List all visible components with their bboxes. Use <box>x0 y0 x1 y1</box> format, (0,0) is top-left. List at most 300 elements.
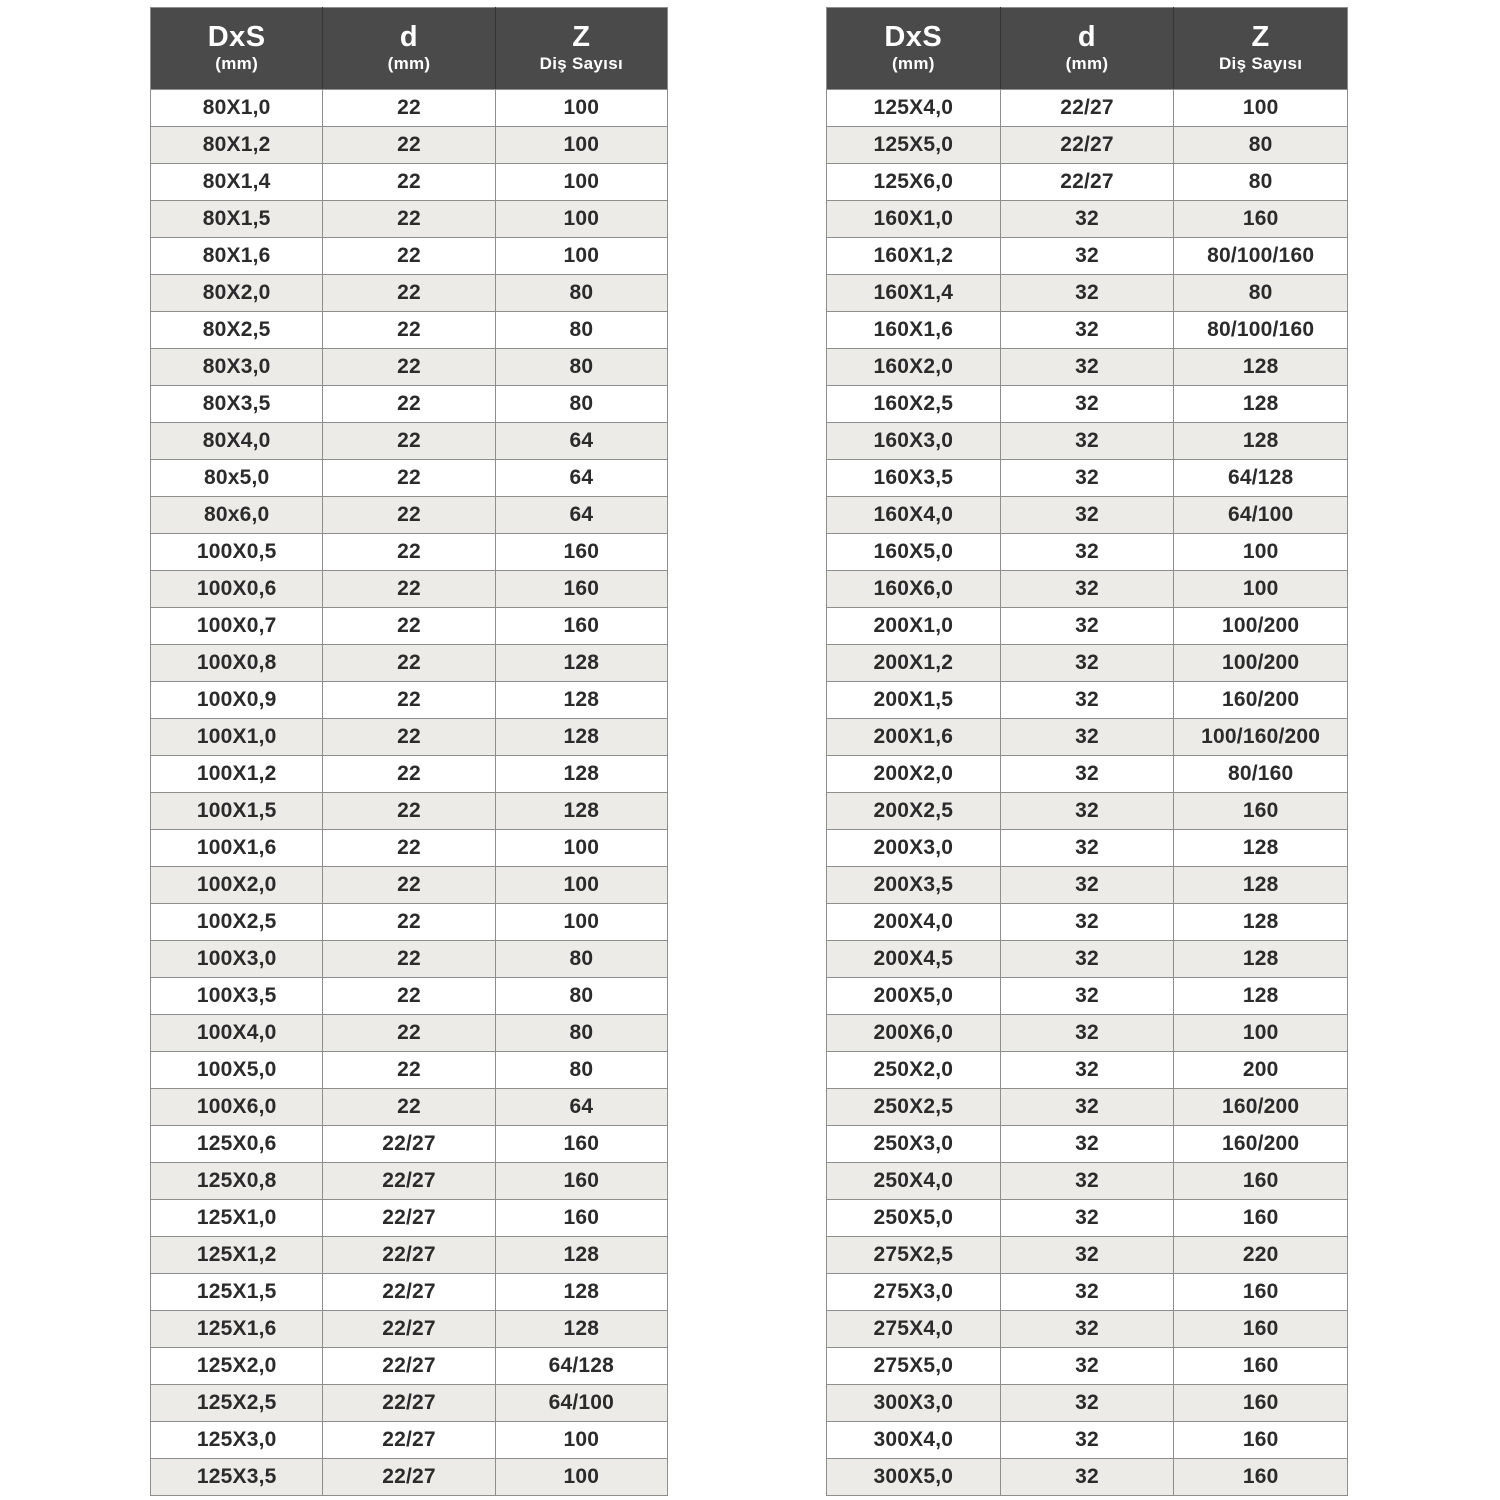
table-cell: 32 <box>1000 349 1174 386</box>
table-cell: 160 <box>1174 1422 1348 1459</box>
table-cell: 80/100/160 <box>1174 238 1348 275</box>
table-cell: 100X0,9 <box>151 682 323 719</box>
column-header-d <box>1000 8 1174 90</box>
table-cell: 275X4,0 <box>827 1311 1001 1348</box>
table-row <box>151 497 668 534</box>
table-row <box>827 497 1348 534</box>
table-row <box>827 978 1348 1015</box>
table-cell: 22 <box>323 1015 495 1052</box>
table-cell: 160X1,0 <box>827 201 1001 238</box>
table-cell: 160X4,0 <box>827 497 1001 534</box>
table-cell: 160 <box>495 534 667 571</box>
table-cell: 22 <box>323 312 495 349</box>
table-cell: 32 <box>1000 1089 1174 1126</box>
table-cell: 32 <box>1000 719 1174 756</box>
table-row <box>827 238 1348 275</box>
table-cell: 22 <box>323 1052 495 1089</box>
table-row <box>827 719 1348 756</box>
table-cell: 125X5,0 <box>827 127 1001 164</box>
column-header-subtitle: Diş Sayısı <box>1218 54 1303 74</box>
table-cell: 22/27 <box>323 1126 495 1163</box>
table-cell: 250X5,0 <box>827 1200 1001 1237</box>
table-cell: 100 <box>495 1459 667 1496</box>
table-cell: 128 <box>495 719 667 756</box>
table-row <box>827 275 1348 312</box>
table-cell: 160/200 <box>1174 682 1348 719</box>
table-cell: 160 <box>495 608 667 645</box>
table-cell: 80 <box>495 312 667 349</box>
table-row <box>151 349 668 386</box>
table-cell: 220 <box>1174 1237 1348 1274</box>
table-cell: 125X3,0 <box>151 1422 323 1459</box>
table-cell: 100X1,5 <box>151 793 323 830</box>
table-cell: 22 <box>323 90 495 127</box>
saw-blade-spec-table-left <box>150 7 668 1496</box>
table-cell: 160 <box>1174 1163 1348 1200</box>
table-cell: 128 <box>1174 978 1348 1015</box>
table-cell: 22/27 <box>323 1237 495 1274</box>
table-cell: 32 <box>1000 1459 1174 1496</box>
table-cell: 80X1,5 <box>151 201 323 238</box>
table-cell: 275X3,0 <box>827 1274 1001 1311</box>
table-cell: 125X1,6 <box>151 1311 323 1348</box>
table-cell: 80 <box>495 349 667 386</box>
table-cell: 80 <box>495 1052 667 1089</box>
table-cell: 100 <box>495 238 667 275</box>
table-cell: 64/128 <box>1174 460 1348 497</box>
table-cell: 22 <box>323 164 495 201</box>
column-header-d <box>323 8 495 90</box>
table-row <box>151 1311 668 1348</box>
table-row <box>827 1422 1348 1459</box>
table-cell: 125X2,5 <box>151 1385 323 1422</box>
table-cell: 32 <box>1000 1422 1174 1459</box>
table-cell: 160X2,5 <box>827 386 1001 423</box>
table-cell: 300X3,0 <box>827 1385 1001 1422</box>
table-cell: 22 <box>323 238 495 275</box>
table-cell: 64/100 <box>1174 497 1348 534</box>
table-cell: 22/27 <box>323 1200 495 1237</box>
table-cell: 100 <box>1174 534 1348 571</box>
table-body <box>827 90 1348 1496</box>
table-cell: 160X1,2 <box>827 238 1001 275</box>
column-header-dxs <box>151 8 323 90</box>
table-cell: 100X2,5 <box>151 904 323 941</box>
table-cell: 200X6,0 <box>827 1015 1001 1052</box>
table-cell: 125X0,8 <box>151 1163 323 1200</box>
table-cell: 80X1,4 <box>151 164 323 201</box>
table-cell: 250X4,0 <box>827 1163 1001 1200</box>
column-header-title: d <box>1077 21 1097 54</box>
table-cell: 100/200 <box>1174 608 1348 645</box>
table-row <box>827 1311 1348 1348</box>
table-row <box>151 201 668 238</box>
table-cell: 32 <box>1000 497 1174 534</box>
table-row <box>151 275 668 312</box>
table-row <box>827 1089 1348 1126</box>
table-cell: 32 <box>1000 534 1174 571</box>
table-cell: 160/200 <box>1174 1126 1348 1163</box>
table-cell: 64/100 <box>495 1385 667 1422</box>
table-row <box>151 460 668 497</box>
header-row <box>827 8 1348 90</box>
table-cell: 200X5,0 <box>827 978 1001 1015</box>
table-cell: 128 <box>1174 904 1348 941</box>
table-cell: 32 <box>1000 608 1174 645</box>
table-row <box>827 534 1348 571</box>
table-row <box>827 1459 1348 1496</box>
table-cell: 200X2,0 <box>827 756 1001 793</box>
table-row <box>827 571 1348 608</box>
table-cell: 80X2,5 <box>151 312 323 349</box>
table-row <box>151 1348 668 1385</box>
table-row <box>827 867 1348 904</box>
table-cell: 250X2,0 <box>827 1052 1001 1089</box>
table-row <box>151 571 668 608</box>
column-header-title: DxS <box>207 21 266 54</box>
table-cell: 80 <box>495 941 667 978</box>
table-cell: 160 <box>1174 1200 1348 1237</box>
table-cell: 160 <box>495 1163 667 1200</box>
column-header-title: Z <box>572 21 591 54</box>
table-cell: 100X1,6 <box>151 830 323 867</box>
table-row <box>827 423 1348 460</box>
table-cell: 32 <box>1000 682 1174 719</box>
table-cell: 128 <box>1174 830 1348 867</box>
table-row <box>827 682 1348 719</box>
table-cell: 100X0,5 <box>151 534 323 571</box>
table-row <box>827 1348 1348 1385</box>
table-cell: 80X3,5 <box>151 386 323 423</box>
table-cell: 125X6,0 <box>827 164 1001 201</box>
table-cell: 32 <box>1000 1311 1174 1348</box>
table-cell: 80 <box>495 386 667 423</box>
table-cell: 275X5,0 <box>827 1348 1001 1385</box>
table-cell: 200X4,0 <box>827 904 1001 941</box>
table-cell: 32 <box>1000 904 1174 941</box>
column-header-z <box>495 8 667 90</box>
table-row <box>827 645 1348 682</box>
table-row <box>827 1052 1348 1089</box>
table-cell: 32 <box>1000 460 1174 497</box>
table-cell: 32 <box>1000 1163 1174 1200</box>
table-row <box>151 1089 668 1126</box>
table-cell: 80x6,0 <box>151 497 323 534</box>
table-cell: 128 <box>495 1237 667 1274</box>
table-row <box>827 830 1348 867</box>
table-cell: 100X2,0 <box>151 867 323 904</box>
table-row <box>151 1126 668 1163</box>
table-cell: 22 <box>323 127 495 164</box>
table-cell: 100X3,5 <box>151 978 323 1015</box>
table-cell: 128 <box>495 1311 667 1348</box>
table-cell: 100 <box>1174 1015 1348 1052</box>
table-row <box>151 1422 668 1459</box>
table-cell: 22 <box>323 978 495 1015</box>
table-row <box>151 682 668 719</box>
table-cell: 160/200 <box>1174 1089 1348 1126</box>
table-body <box>151 90 668 1496</box>
table-cell: 32 <box>1000 386 1174 423</box>
table-row <box>151 127 668 164</box>
table-row <box>151 978 668 1015</box>
table-cell: 125X1,2 <box>151 1237 323 1274</box>
table-cell: 125X4,0 <box>827 90 1001 127</box>
table-row <box>151 1237 668 1274</box>
table-cell: 100X0,6 <box>151 571 323 608</box>
table-cell: 100 <box>495 867 667 904</box>
table-cell: 200X4,5 <box>827 941 1001 978</box>
table-row <box>827 1385 1348 1422</box>
table-cell: 32 <box>1000 941 1174 978</box>
table-cell: 100X0,7 <box>151 608 323 645</box>
table-cell: 64 <box>495 460 667 497</box>
column-header-subtitle: (mm) <box>215 54 259 74</box>
table-cell: 32 <box>1000 1015 1174 1052</box>
table-cell: 100X1,0 <box>151 719 323 756</box>
table-row <box>151 1015 668 1052</box>
table-row <box>827 201 1348 238</box>
table-row <box>151 164 668 201</box>
table-cell: 22 <box>323 941 495 978</box>
table-row <box>151 793 668 830</box>
table-cell: 80 <box>495 275 667 312</box>
table-cell: 160 <box>1174 1385 1348 1422</box>
header-row <box>151 8 668 90</box>
table-cell: 160 <box>495 1200 667 1237</box>
table-cell: 100 <box>495 830 667 867</box>
column-header-title: d <box>399 21 419 54</box>
table-cell: 22/27 <box>323 1385 495 1422</box>
table-cell: 200X1,0 <box>827 608 1001 645</box>
table-row <box>827 460 1348 497</box>
table-cell: 22/27 <box>323 1422 495 1459</box>
table-row <box>827 793 1348 830</box>
table-cell: 32 <box>1000 275 1174 312</box>
table-cell: 125X3,5 <box>151 1459 323 1496</box>
table-cell: 32 <box>1000 1052 1174 1089</box>
table-cell: 200X1,5 <box>827 682 1001 719</box>
table-cell: 128 <box>495 682 667 719</box>
table-cell: 125X2,0 <box>151 1348 323 1385</box>
table-cell: 64 <box>495 423 667 460</box>
table-cell: 100X5,0 <box>151 1052 323 1089</box>
table-row <box>151 830 668 867</box>
table-cell: 32 <box>1000 645 1174 682</box>
table-row <box>827 608 1348 645</box>
column-header-z <box>1174 8 1348 90</box>
table-cell: 32 <box>1000 793 1174 830</box>
table-cell: 22/27 <box>323 1274 495 1311</box>
column-header-subtitle: (mm) <box>1065 54 1109 74</box>
table-cell: 80 <box>1174 275 1348 312</box>
table-row <box>151 867 668 904</box>
table-cell: 80 <box>1174 164 1348 201</box>
table-cell: 32 <box>1000 1274 1174 1311</box>
table-cell: 32 <box>1000 867 1174 904</box>
table-cell: 160X5,0 <box>827 534 1001 571</box>
table-cell: 200X1,6 <box>827 719 1001 756</box>
table-cell: 22 <box>323 682 495 719</box>
table-row <box>827 127 1348 164</box>
table-cell: 80X4,0 <box>151 423 323 460</box>
table-cell: 128 <box>1174 867 1348 904</box>
table-cell: 32 <box>1000 978 1174 1015</box>
table-cell: 160 <box>495 1126 667 1163</box>
table-row <box>827 90 1348 127</box>
table-cell: 160X6,0 <box>827 571 1001 608</box>
table-cell: 80X3,0 <box>151 349 323 386</box>
table-row <box>827 1200 1348 1237</box>
table-row <box>151 423 668 460</box>
column-header-title: Z <box>1251 21 1270 54</box>
table-cell: 22 <box>323 423 495 460</box>
table-row <box>827 1274 1348 1311</box>
table-cell: 128 <box>1174 423 1348 460</box>
table-cell: 32 <box>1000 1237 1174 1274</box>
table-header <box>151 8 668 90</box>
table-cell: 128 <box>495 645 667 682</box>
table-cell: 100/160/200 <box>1174 719 1348 756</box>
table-row <box>151 386 668 423</box>
table-cell: 22/27 <box>1000 164 1174 201</box>
table-cell: 32 <box>1000 1385 1174 1422</box>
table-cell: 128 <box>495 793 667 830</box>
table-cell: 80 <box>495 978 667 1015</box>
table-cell: 80x5,0 <box>151 460 323 497</box>
table-cell: 32 <box>1000 238 1174 275</box>
table-cell: 200 <box>1174 1052 1348 1089</box>
table-cell: 22 <box>323 460 495 497</box>
table-cell: 22 <box>323 830 495 867</box>
table-cell: 160 <box>1174 1348 1348 1385</box>
table-cell: 22/27 <box>323 1163 495 1200</box>
table-cell: 125X1,0 <box>151 1200 323 1237</box>
table-row <box>151 941 668 978</box>
table-row <box>827 1237 1348 1274</box>
table-cell: 32 <box>1000 1348 1174 1385</box>
table-cell: 128 <box>495 1274 667 1311</box>
table-cell: 22 <box>323 608 495 645</box>
table-cell: 250X3,0 <box>827 1126 1001 1163</box>
table-row <box>827 1163 1348 1200</box>
table-row <box>827 349 1348 386</box>
table-cell: 125X1,5 <box>151 1274 323 1311</box>
table-cell: 22 <box>323 349 495 386</box>
table-cell: 32 <box>1000 423 1174 460</box>
column-header-subtitle: Diş Sayısı <box>539 54 623 74</box>
table-cell: 22 <box>323 275 495 312</box>
table-cell: 160 <box>495 571 667 608</box>
table-cell: 128 <box>1174 349 1348 386</box>
table-row <box>151 1052 668 1089</box>
table-row <box>151 312 668 349</box>
table-cell: 22/27 <box>323 1348 495 1385</box>
table-cell: 100/200 <box>1174 645 1348 682</box>
table-header <box>827 8 1348 90</box>
table-cell: 160 <box>1174 1311 1348 1348</box>
table-row <box>151 608 668 645</box>
table-cell: 64/128 <box>495 1348 667 1385</box>
table-cell: 200X3,0 <box>827 830 1001 867</box>
table-row <box>151 238 668 275</box>
table-cell: 32 <box>1000 201 1174 238</box>
table-cell: 160 <box>1174 1459 1348 1496</box>
table-cell: 200X1,2 <box>827 645 1001 682</box>
table-cell: 100 <box>495 904 667 941</box>
table-cell: 22 <box>323 756 495 793</box>
table-cell: 100 <box>495 127 667 164</box>
table-cell: 22 <box>323 867 495 904</box>
table-cell: 160X3,5 <box>827 460 1001 497</box>
table-row <box>151 719 668 756</box>
table-cell: 22/27 <box>323 1311 495 1348</box>
table-cell: 100 <box>495 164 667 201</box>
table-cell: 22 <box>323 571 495 608</box>
table-cell: 125X0,6 <box>151 1126 323 1163</box>
table-row <box>151 534 668 571</box>
column-header-dxs <box>827 8 1001 90</box>
table-cell: 22/27 <box>1000 127 1174 164</box>
column-header-title: DxS <box>884 21 943 54</box>
table-cell: 100 <box>495 201 667 238</box>
table-cell: 160X2,0 <box>827 349 1001 386</box>
table-cell: 64 <box>495 1089 667 1126</box>
table-cell: 100X0,8 <box>151 645 323 682</box>
table-cell: 32 <box>1000 830 1174 867</box>
table-cell: 100X1,2 <box>151 756 323 793</box>
table-cell: 22/27 <box>323 1459 495 1496</box>
table-cell: 100X4,0 <box>151 1015 323 1052</box>
table-cell: 32 <box>1000 312 1174 349</box>
table-cell: 22 <box>323 904 495 941</box>
table-cell: 80X1,2 <box>151 127 323 164</box>
table-cell: 22 <box>323 793 495 830</box>
table-cell: 22 <box>323 201 495 238</box>
table-cell: 32 <box>1000 1200 1174 1237</box>
table-row <box>827 941 1348 978</box>
column-header-subtitle: (mm) <box>891 54 935 74</box>
table-cell: 22/27 <box>1000 90 1174 127</box>
table-cell: 64 <box>495 497 667 534</box>
table-cell: 200X2,5 <box>827 793 1001 830</box>
table-cell: 100 <box>1174 571 1348 608</box>
table-row <box>151 1200 668 1237</box>
table-cell: 100 <box>495 1422 667 1459</box>
table-cell: 80X1,0 <box>151 90 323 127</box>
table-cell: 22 <box>323 719 495 756</box>
table-cell: 275X2,5 <box>827 1237 1001 1274</box>
table-cell: 100X3,0 <box>151 941 323 978</box>
table-cell: 100X6,0 <box>151 1089 323 1126</box>
table-cell: 128 <box>1174 386 1348 423</box>
table-row <box>151 1274 668 1311</box>
table-cell: 200X3,5 <box>827 867 1001 904</box>
table-cell: 22 <box>323 1089 495 1126</box>
table-row <box>827 904 1348 941</box>
table-cell: 80 <box>495 1015 667 1052</box>
table-row <box>151 1163 668 1200</box>
table-row <box>827 164 1348 201</box>
table-row <box>827 1126 1348 1163</box>
table-row <box>151 1459 668 1496</box>
table-cell: 160 <box>1174 201 1348 238</box>
table-row <box>151 645 668 682</box>
table-cell: 128 <box>1174 941 1348 978</box>
table-cell: 160 <box>1174 793 1348 830</box>
table-cell: 32 <box>1000 571 1174 608</box>
table-cell: 160X1,6 <box>827 312 1001 349</box>
